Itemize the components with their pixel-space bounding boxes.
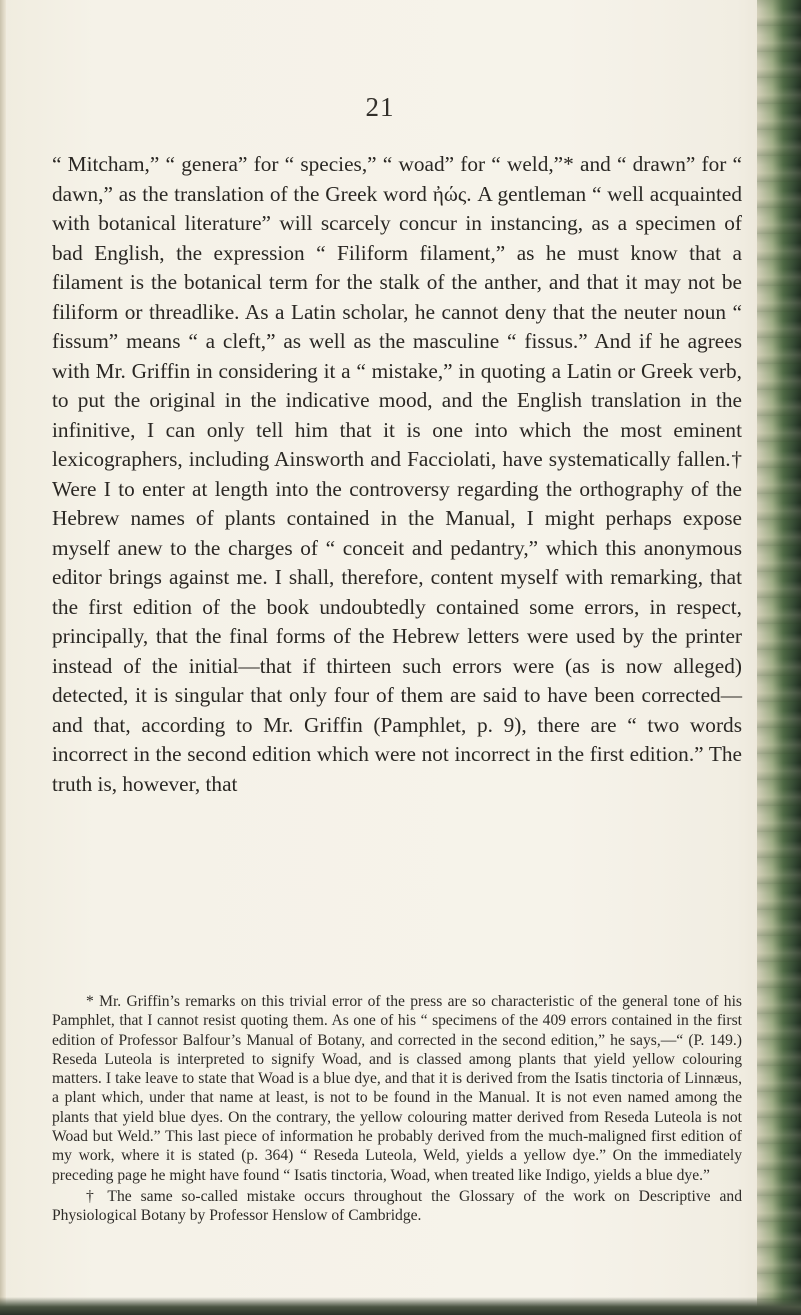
footnote-griffin-remarks: * Mr. Griffin’s remarks on this trivial error of the press are so characteristic of the general tone of his Pamphlet, that I cannot resist quoting them. As one of his “ specimens of the 409 errors contained in the first edition of Professor Balfour’s Manual of Botany, and corrected in the second edition,” he says,—“ (P. 149.) Reseda Luteola is interpreted to signify Woad, and is classed among plants that yield yellow colouring matters. I take leave to state that Woad is a blue dye, and that it is derived from the Isatis tinctoria of Linnæus, a plant which, under that name at least, is not to be found in the Manual. It is not even named among the plants that yield blue dyes. On the contrary, the yellow colouring matter derived from Reseda Luteola is not Woad but Weld.” This last piece of information he probably derived from the much-maligned first edition of my work, where it is stated (p. 364) “ Reseda Luteola, Weld, yields a yellow dye.” On the immediately preceding page he might have found “ Isatis tinctoria, Woad, when treated like Indigo, yields a blue dye.” — [52, 993, 742, 1184]
page-number: 21 — [365, 92, 395, 122]
book-binding-edge — [757, 0, 801, 1315]
page-bottom-edge — [0, 1297, 801, 1315]
body-paragraph: “ Mitcham,” “ genera” for “ species,” “ woad” for “ weld,”* and “ drawn” for “ dawn,” as the translation of the Greek word ἠώς. A gentleman “ well acquainted with botanical literature” will scarcely concur in instancing, as a specimen of bad English, the expression “ Filiform filament,” as he must know that a filament is the botanical term for the stalk of the anther, and that it may not be filiform or threadlike. As a Latin scholar, he cannot deny that the neuter noun “ fissum” means “ a cleft,” as well as the masculine “ fissus.” And if he agrees with Mr. Griffin in considering it a “ mistake,” in quoting a Latin or Greek verb, to put the original in the indicative mood, and the English translation in the infinitive, I can only tell him that it is one into which the most eminent lexicographers, including Ainsworth and Facciolati, have systematically fallen.† Were I to enter at length into the controversy regarding the orthography of the Hebrew names of plants contained in the Manual, I might perhaps expose myself anew to the charges of “ conceit and pedantry,” which this anonymous editor brings against me. I shall, therefore, content myself with remarking, that the first edition of the book undoubtedly contained some errors, in respect, principally, that the final forms of the Hebrew letters were used by the printer instead of the initial—that if thirteen such errors were (as is now alleged) detected, it is singular that only four of them are said to have been corrected—and that, according to Mr. Griffin (Pamphlet, p. 9), there are “ two words incorrect in the second edition which were not incorrect in the first edition.” The truth is, however, that — [52, 152, 742, 796]
page-left-edge — [0, 0, 6, 1315]
footnotes — [52, 992, 742, 1228]
footnote-henslow-glossary: † The same so-called mistake occurs throughout the Glossary of the work on Descriptive and Physiological Botany by Professor Henslow of Cambridge. — [52, 1187, 742, 1225]
